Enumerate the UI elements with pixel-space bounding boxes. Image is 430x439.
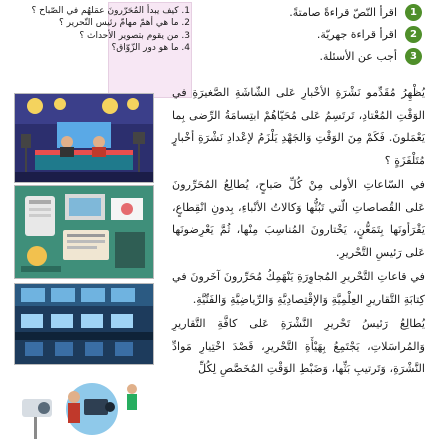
camera-crew-illustration — [14, 369, 152, 439]
step-item — [212, 46, 422, 67]
question-item: 4. ما هو دور الزّوّاق؟ — [111, 42, 190, 53]
question-item: 1. كيف يبدأ المُحَرّرونَ عمَلهُم في الصّباح ؟ — [31, 6, 190, 16]
step-item — [212, 2, 422, 23]
step-number-badge: 2 — [405, 26, 422, 43]
step-item — [212, 24, 422, 45]
newsroom-desk-illustration — [14, 185, 154, 279]
question-item: 3. من يقوم بتصوير الأحداث ؟ — [79, 30, 190, 41]
step-label: اقرأ النّصّ قراءةً صامتةً. — [289, 6, 397, 19]
step-label: أجب عن الأسئلة. — [319, 50, 397, 63]
instruction-steps — [212, 2, 422, 68]
paragraph: يُظْهِرُ مُقَدِّمو نَشْرَةِ الأخْبارِ عَلى الشّاشَةِ الصَّغيرَةِ في الوَقْتِ المُعْتادِ، تَرتَسِمُ عَلى مُحَيّاهُمْ ابتِسامَةُ الرِّضى بِما يَعْمَلونَ. فَكَمْ مِنَ الوَقْتِ وَالجَهْدِ يَلْزَمُ لإعْدادِ نَشْرَةِ أخْبارٍ مُتَلْفَزَةٍ ؟ — [172, 86, 425, 167]
reading-text — [172, 82, 425, 383]
step-number-badge: 3 — [405, 48, 422, 65]
editorial-room-illustration — [14, 283, 154, 365]
paragraph: يُطالِعُ رَئيسُ تَحْريرِ النَّشْرَةِ عَلى كافَّةِ التَّقاريرِ وَالمُراسَلاتِ، يَجْتَمِعُ بِهَيْأَةِ التَّحْريرِ، قَصْدَ اخْتِيارِ مَوادِّ النَّشْرَةِ، وَتَرتيبِ بَثِّها، وَضَبْطِ الوَقْتِ المُخَصَّصِ لِكُلِّ — [172, 317, 425, 375]
step-label: اقرأ قراءة جهريّة. — [316, 28, 397, 41]
questions-list — [4, 5, 190, 54]
news-studio-illustration — [14, 93, 154, 183]
paragraph: في السّاعاتِ الأولى مِنْ كُلِّ صَباحٍ، يُطالِعُ المُحَرِّرونَ عَلى القُصاصاتِ الّتي تَبُثُّها وَكالاتُ الأنْباءِ، بِدونِ انْقِطاعٍ، يَقْرَأونَها بِتَمَعُّنٍ، يَخْتارونَ المُناسِبَ مِنْها، ثُمَّ يَعْرِضونَها عَلى رَئيسِ التَّحْريرِ. — [172, 178, 425, 259]
paragraph: في قاعاتِ التَّحْريرِ المُجاوِرَةِ يَنْهَمِكُ مُحَرِّرونَ آخَرونَ في كِتابَةِ التَّقاريرِ العِلْمِيَّةِ وَالإقْتِصادِيَّةِ وَالرِّياضِيَّةِ وَالفَنِّيَّةِ. — [172, 270, 425, 306]
step-number-badge: 1 — [405, 4, 422, 21]
question-item: 2. ما هي أهمّ مهامّ رئيس التّحرير ؟ — [59, 18, 190, 29]
